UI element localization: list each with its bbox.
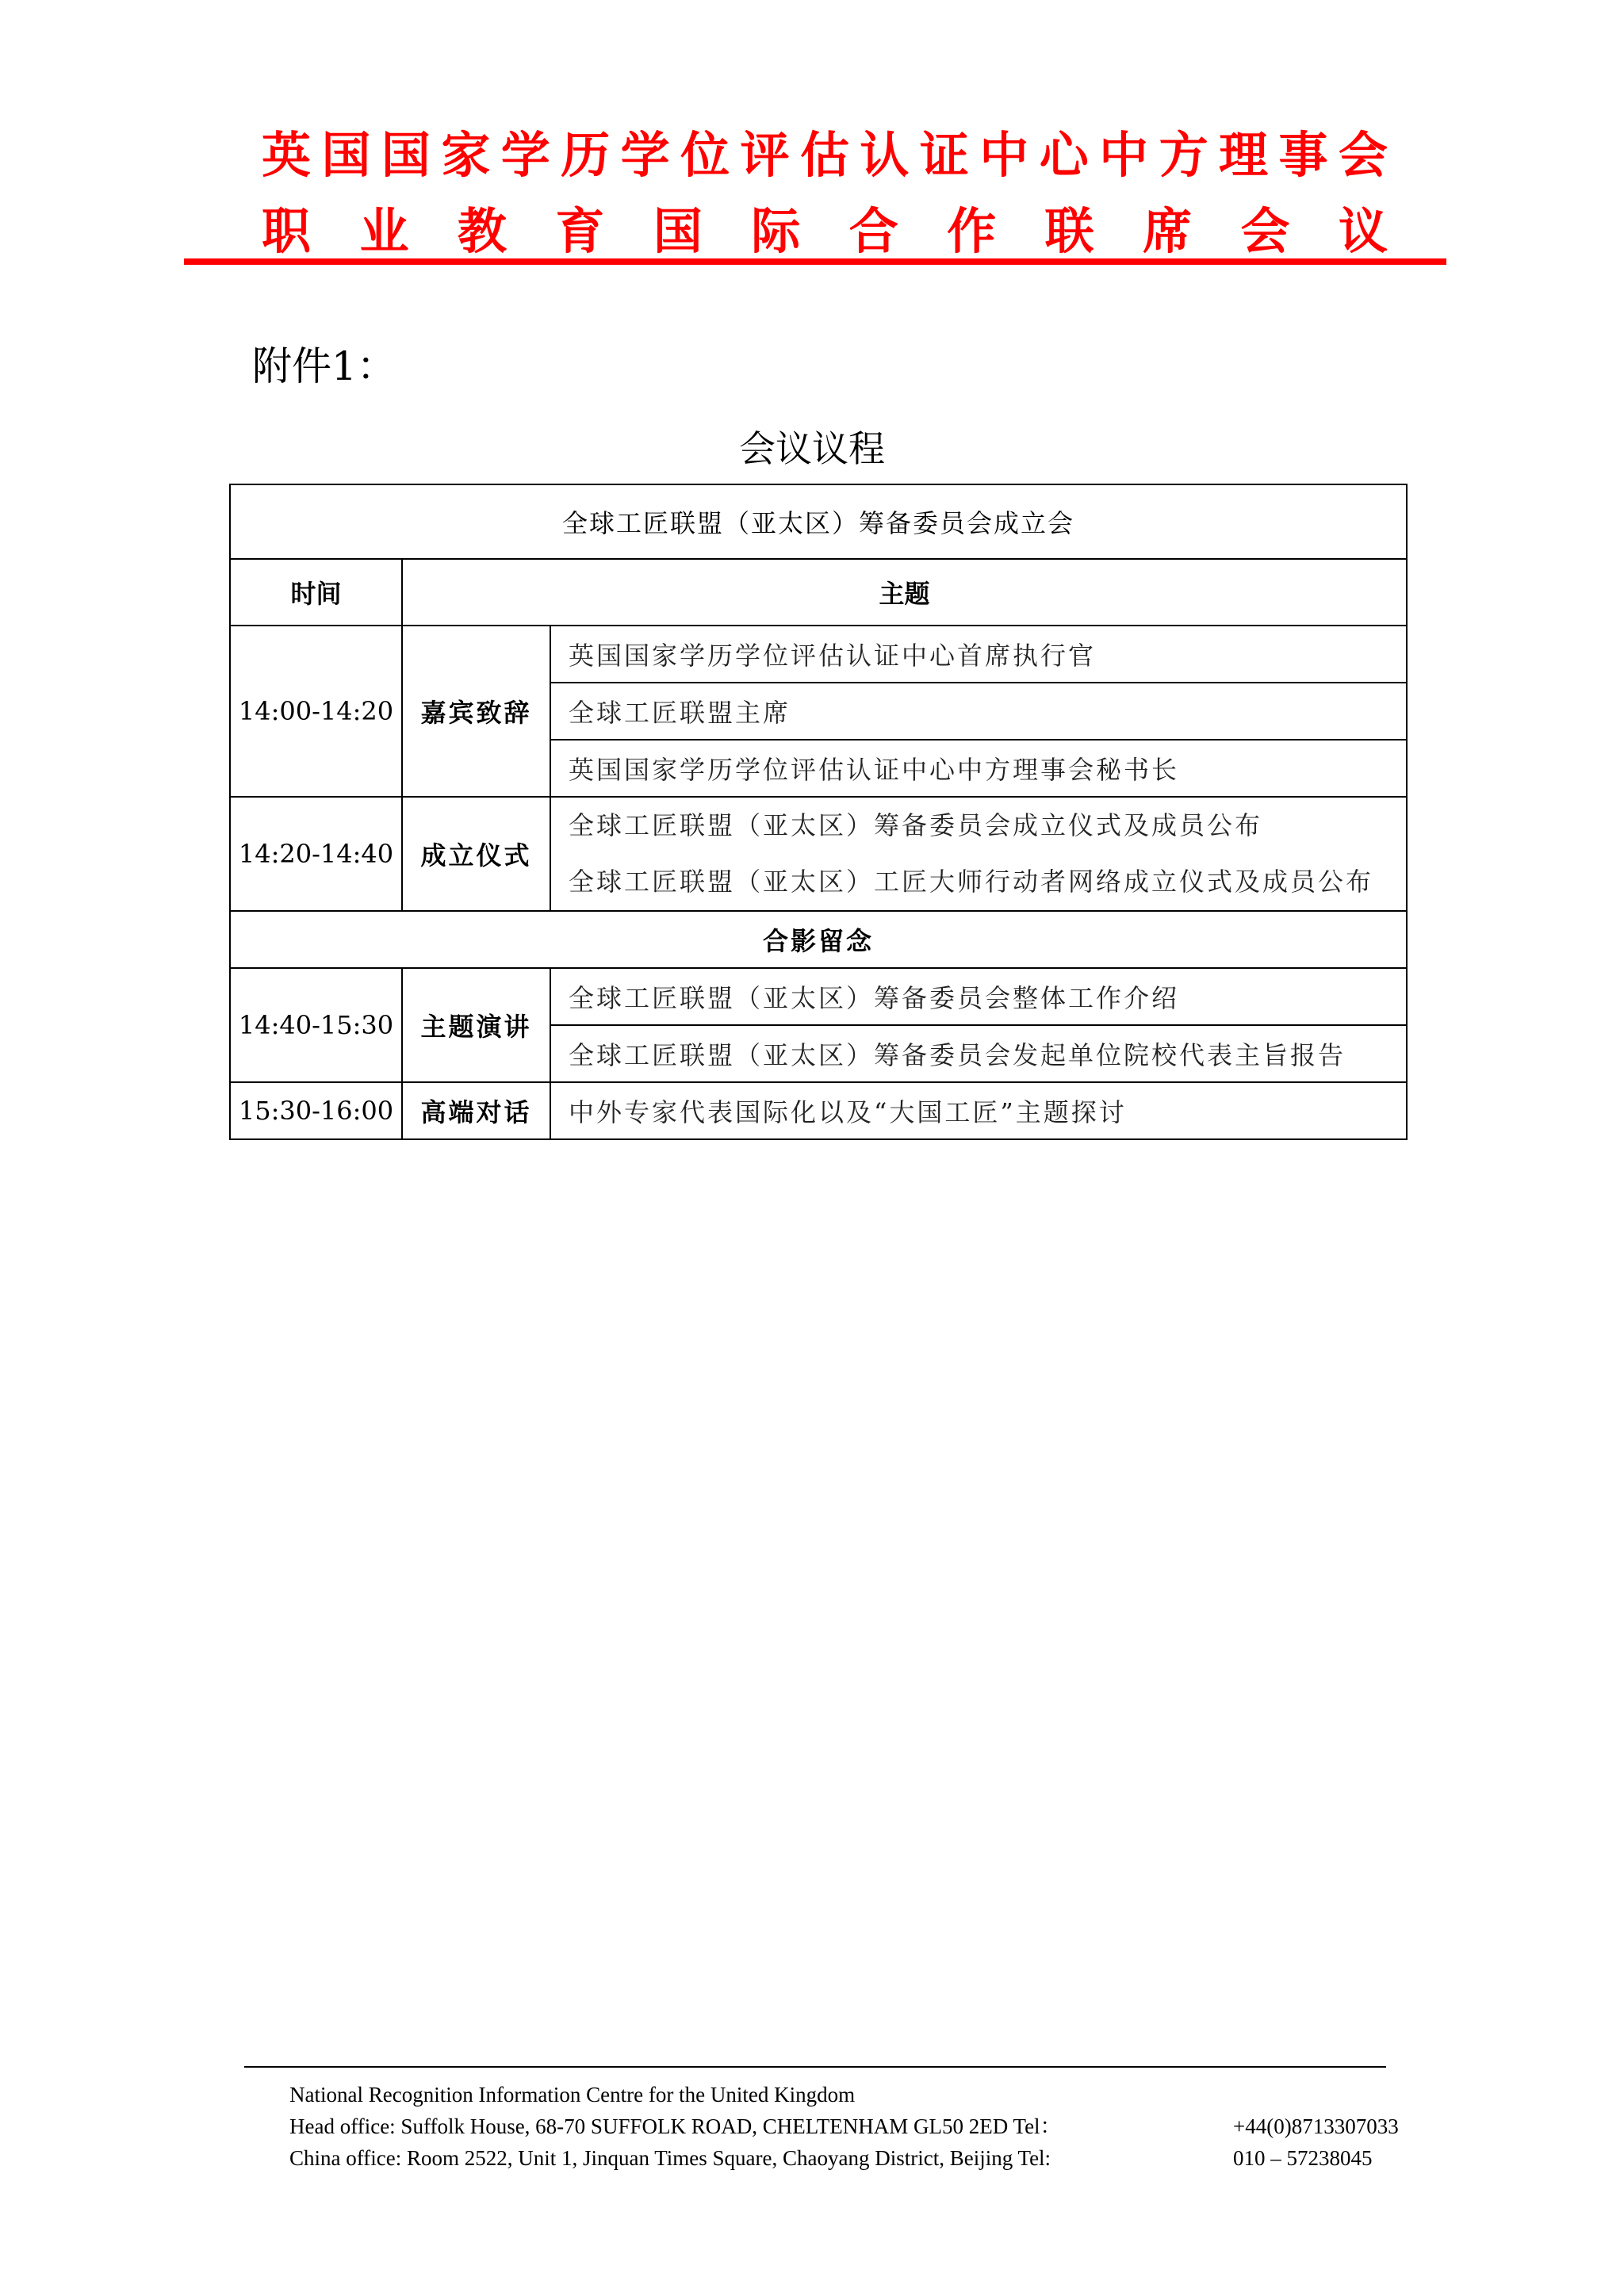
agenda-caption: 全球工匠联盟（亚太区）筹备委员会成立会 <box>230 484 1407 559</box>
session-time: 15:30-16:00 <box>230 1082 402 1139</box>
letterhead-char: 议 <box>1338 202 1388 260</box>
session-name: 高端对话 <box>402 1082 550 1139</box>
letterhead-char: 评 <box>740 126 790 184</box>
letterhead-char: 业 <box>359 202 409 260</box>
footer <box>289 2079 1400 2174</box>
session-name: 主题演讲 <box>402 968 550 1082</box>
letterhead-char: 理 <box>1219 126 1269 184</box>
agenda-item: 全球工匠联盟（亚太区）筹备委员会成立仪式及成员公布 <box>569 810 1263 840</box>
agenda-item-group <box>550 797 1407 911</box>
letterhead-line-2 <box>262 203 1388 260</box>
session-time: 14:00-14:20 <box>230 626 402 797</box>
agenda-item: 英国国家学历学位评估认证中心中方理事会秘书长 <box>550 740 1407 797</box>
letterhead-char: 学 <box>500 126 550 184</box>
footer-china-office-phone: 010 – 57238045 <box>1233 2146 1373 2170</box>
group-photo-row: 合影留念 <box>230 911 1407 968</box>
letterhead-char: 教 <box>457 202 507 260</box>
letterhead-char: 育 <box>555 202 605 260</box>
column-header-time: 时间 <box>230 559 402 626</box>
agenda-item: 中外专家代表国际化以及“大国工匠”主题探讨 <box>550 1082 1407 1139</box>
session-time: 14:40-15:30 <box>230 968 402 1082</box>
attachment-label: 附件1： <box>252 343 396 389</box>
letterhead-line-1 <box>262 127 1388 184</box>
agenda-item: 全球工匠联盟（亚太区）筹备委员会发起单位院校代表主旨报告 <box>550 1025 1407 1082</box>
agenda-item: 英国国家学历学位评估认证中心首席执行官 <box>550 626 1407 683</box>
letterhead-char: 中 <box>979 126 1029 184</box>
letterhead-char: 学 <box>620 126 670 184</box>
agenda-title: 会议议程 <box>739 427 885 470</box>
letterhead-char: 英 <box>262 126 312 184</box>
letterhead-char: 历 <box>561 126 611 184</box>
footer-china-office-line <box>289 2142 1400 2174</box>
letterhead-char: 作 <box>947 202 997 260</box>
letterhead-char: 际 <box>751 202 801 260</box>
letterhead-char: 家 <box>441 126 491 184</box>
letterhead-char: 会 <box>1338 126 1388 184</box>
agenda-table <box>229 484 1408 1140</box>
letterhead-char: 中 <box>1099 126 1149 184</box>
footer-org-name: National Recognition Information Centre for the United Kingdom <box>289 2083 856 2107</box>
letterhead-char: 认 <box>860 126 910 184</box>
letterhead-char: 方 <box>1159 126 1208 184</box>
letterhead-char: 估 <box>799 126 849 184</box>
column-header-topic: 主题 <box>402 559 1407 626</box>
letterhead-char: 合 <box>848 202 898 260</box>
session-time: 14:20-14:40 <box>230 797 402 911</box>
footer-head-office-address: Head office: Suffolk House, 68-70 SUFFOLK ROAD, CHELTENHAM GL50 2ED Tel： <box>289 2114 1062 2138</box>
agenda-item: 全球工匠联盟主席 <box>550 683 1407 740</box>
agenda-item: 全球工匠联盟（亚太区）筹备委员会整体工作介绍 <box>550 968 1407 1025</box>
footer-head-office-line <box>289 2110 1400 2142</box>
letterhead-char: 职 <box>262 202 312 260</box>
agenda-item: 全球工匠联盟（亚太区）工匠大师行动者网络成立仪式及成员公布 <box>569 867 1374 897</box>
footer-org-line <box>289 2079 1400 2110</box>
letterhead-char: 联 <box>1044 202 1094 260</box>
footer-china-office-address: China office: Room 2522, Unit 1, Jinquan Times Square, Chaoyang District, Beijing Tel: <box>289 2146 1051 2170</box>
footer-head-office-phone: +44(0)8713307033 <box>1233 2114 1399 2138</box>
letterhead-rule <box>184 258 1446 265</box>
letterhead-char: 席 <box>1143 202 1193 260</box>
letterhead-char: 证 <box>919 126 969 184</box>
letterhead-char: 国 <box>381 126 431 184</box>
letterhead-char: 国 <box>653 202 703 260</box>
footer-rule <box>244 2066 1386 2068</box>
letterhead-char: 位 <box>680 126 730 184</box>
session-name: 嘉宾致辞 <box>402 626 550 797</box>
letterhead-char: 心 <box>1039 126 1089 184</box>
letterhead-char: 事 <box>1278 126 1328 184</box>
session-name: 成立仪式 <box>402 797 550 911</box>
letterhead-char: 国 <box>321 126 371 184</box>
letterhead-char: 会 <box>1240 202 1290 260</box>
